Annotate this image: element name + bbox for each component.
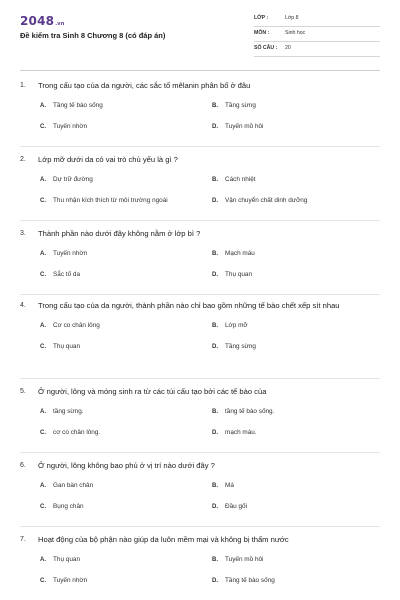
option-letter: A. <box>40 483 46 489</box>
option-letter: D. <box>212 504 218 510</box>
option-text: Tầng sừng <box>225 343 256 350</box>
question-divider <box>20 220 380 221</box>
option-text: Tầng tế bào sống <box>225 577 275 584</box>
option-b[interactable] <box>212 174 372 186</box>
option-c[interactable] <box>40 269 200 281</box>
option-letter: C. <box>40 272 46 278</box>
option-d[interactable] <box>212 501 372 513</box>
option-a[interactable] <box>40 480 200 492</box>
question-divider <box>20 452 380 453</box>
option-c[interactable] <box>40 427 200 439</box>
info-key: MÔN : <box>254 30 270 36</box>
question-divider <box>20 146 380 147</box>
option-letter: A. <box>40 103 46 109</box>
option-b[interactable] <box>212 406 372 418</box>
option-letter: B. <box>212 251 218 257</box>
option-d[interactable] <box>212 575 372 587</box>
info-row-count <box>254 43 380 57</box>
info-row-subject <box>254 28 380 42</box>
option-a[interactable] <box>40 554 200 566</box>
info-value: Sinh học <box>285 30 306 36</box>
option-text: tầng sừng. <box>53 408 84 415</box>
option-text: Thụ quan <box>53 556 81 563</box>
option-letter: D. <box>212 198 218 204</box>
question-text: Thành phần nào dưới đây không nằm ở lớp bì ? <box>38 229 201 238</box>
option-text: Đầu gối <box>225 503 248 510</box>
options <box>20 320 380 364</box>
option-d[interactable] <box>212 427 372 439</box>
question-5 <box>20 386 380 450</box>
option-text: Vận chuyển chất dinh dưỡng <box>225 197 308 204</box>
info-key: LỚP : <box>254 15 269 21</box>
logo-text: 2048 <box>20 14 55 28</box>
option-text: Gan bàn chân <box>53 482 94 489</box>
question-divider <box>20 294 380 295</box>
options <box>20 100 380 144</box>
option-a[interactable] <box>40 248 200 260</box>
question-2 <box>20 154 380 218</box>
site-logo[interactable] <box>20 14 65 28</box>
question-number: 4. <box>20 302 26 309</box>
question-number: 2. <box>20 156 26 163</box>
option-text: Thụ quan <box>53 343 81 350</box>
option-b[interactable] <box>212 100 372 112</box>
option-letter: D. <box>212 272 218 278</box>
info-row-class <box>254 13 380 27</box>
option-c[interactable] <box>40 195 200 207</box>
logo-suffix: .vn <box>55 21 65 27</box>
question-3 <box>20 228 380 292</box>
question-6 <box>20 460 380 524</box>
option-text: tầng tế bào sống. <box>225 408 275 415</box>
option-d[interactable] <box>212 269 372 281</box>
question-text: Trong cấu tạo của da người, thành phần nào chỉ bao gồm những tế bào chết xếp sít nhau <box>38 301 340 310</box>
question-number: 1. <box>20 82 26 89</box>
info-value: 20 <box>285 45 291 51</box>
question-number: 6. <box>20 462 26 469</box>
option-text: Tuyến nhờn <box>53 123 88 130</box>
question-7 <box>20 534 380 598</box>
option-letter: C. <box>40 504 46 510</box>
option-b[interactable] <box>212 320 372 332</box>
option-letter: A. <box>40 557 46 563</box>
option-letter: A. <box>40 251 46 257</box>
option-text: Tầng sừng <box>225 102 256 109</box>
option-letter: D. <box>212 344 218 350</box>
info-key: SỐ CÂU : <box>254 45 278 51</box>
info-value: Lớp 8 <box>285 15 299 21</box>
option-text: Cách nhiệt <box>225 176 256 183</box>
question-divider <box>20 378 380 379</box>
question-number: 7. <box>20 536 26 543</box>
option-text: Má <box>225 482 234 489</box>
option-d[interactable] <box>212 121 372 133</box>
options <box>20 480 380 524</box>
option-letter: B. <box>212 409 218 415</box>
option-letter: C. <box>40 124 46 130</box>
question-divider <box>20 526 380 527</box>
option-text: Lớp mỡ <box>225 322 248 329</box>
option-letter: B. <box>212 557 218 563</box>
page-title: Đề kiểm tra Sinh 8 Chương 8 (có đáp án) <box>20 31 166 40</box>
option-a[interactable] <box>40 174 200 186</box>
option-letter: A. <box>40 177 46 183</box>
option-text: Thụ quan <box>225 271 253 278</box>
option-d[interactable] <box>212 341 372 353</box>
question-number: 5. <box>20 388 26 395</box>
option-c[interactable] <box>40 575 200 587</box>
options <box>20 174 380 218</box>
question-text: Ở người, lông và móng sinh ra từ các túi cấu tạo bởi các tế bào của <box>38 387 267 396</box>
option-letter: C. <box>40 578 46 584</box>
question-text: Ở người, lông không bao phủ ở vị trí nào dưới đây ? <box>38 461 215 470</box>
option-c[interactable] <box>40 121 200 133</box>
option-text: Tuyến nhờn <box>53 250 88 257</box>
options <box>20 248 380 292</box>
option-letter: A. <box>40 323 46 329</box>
option-text: Tuyến nhờn <box>53 577 88 584</box>
option-b[interactable] <box>212 248 372 260</box>
option-text: Sắc tố da <box>53 271 81 278</box>
question-text: Trong cấu tạo của da người, các sắc tố mêlanin phân bố ở đâu <box>38 81 251 90</box>
option-b[interactable] <box>212 480 372 492</box>
option-text: Tầng tế bào sống <box>53 102 103 109</box>
question-text: Hoạt động của bộ phận nào giúp da luôn mềm mại và không bị thấm nước <box>38 535 289 544</box>
option-text: Mạch máu <box>225 250 255 257</box>
option-a[interactable] <box>40 320 200 332</box>
option-text: Bụng chân <box>53 503 84 510</box>
question-4 <box>20 300 380 364</box>
option-text: Thu nhận kích thích từ môi trường ngoài <box>53 197 168 204</box>
option-a[interactable] <box>40 100 200 112</box>
options <box>20 406 380 450</box>
option-letter: B. <box>212 177 218 183</box>
option-a[interactable] <box>40 406 200 418</box>
option-letter: D. <box>212 124 218 130</box>
option-letter: B. <box>212 103 218 109</box>
option-letter: B. <box>212 483 218 489</box>
header <box>0 0 400 70</box>
option-text: cơ co chân lông. <box>53 429 101 436</box>
header-divider <box>20 70 380 71</box>
option-c[interactable] <box>40 501 200 513</box>
option-text: Tuyến mồ hôi <box>225 556 264 563</box>
option-b[interactable] <box>212 554 372 566</box>
option-text: Tuyến mồ hôi <box>225 123 264 130</box>
option-c[interactable] <box>40 341 200 353</box>
option-letter: C. <box>40 430 46 436</box>
option-letter: C. <box>40 344 46 350</box>
options <box>20 554 380 598</box>
option-letter: C. <box>40 198 46 204</box>
option-d[interactable] <box>212 195 372 207</box>
option-text: mạch máu. <box>225 429 257 436</box>
question-text: Lớp mỡ dưới da có vai trò chủ yếu là gì ? <box>38 155 178 164</box>
option-letter: B. <box>212 323 218 329</box>
option-letter: A. <box>40 409 46 415</box>
option-letter: D. <box>212 578 218 584</box>
option-letter: D. <box>212 430 218 436</box>
question-1 <box>20 80 380 144</box>
option-text: Cơ co chân lông <box>53 322 100 329</box>
question-number: 3. <box>20 230 26 237</box>
option-text: Dự trữ đường <box>53 176 93 183</box>
